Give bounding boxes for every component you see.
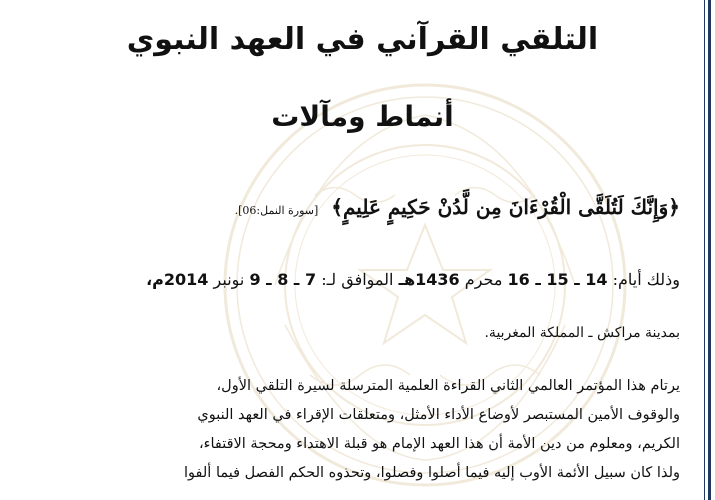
document-content	[40, 0, 685, 500]
city-line: بمدينة مراكش ـ المملكة المغربية.	[484, 325, 680, 341]
page-border-outer	[708, 0, 711, 500]
document-title: التلقي القرآني في العهد النبوي	[126, 22, 599, 57]
hijri-days: 14 ـ 15 ـ 16	[507, 270, 608, 289]
hijri-month: محرم	[464, 270, 503, 289]
paragraph-line: يرتام هذا المؤتمر العالمي الثاني القراءة العلمية المترسلة لسيرة التلقي الأول،	[216, 378, 680, 394]
gregorian-year: 2014م،	[146, 270, 209, 289]
verse-reference: [سورة النمل:06].	[234, 204, 319, 217]
page-border-inner	[704, 0, 705, 500]
verse-text: ﴿وَإِنَّكَ لَتُلَقَّى الْقُرْءَانَ مِن لَّدُنْ حَكِيمٍ عَلِيمٍ﴾	[331, 195, 680, 219]
document-subtitle: أنماط ومآلات	[271, 100, 454, 133]
date-prefix: وذلك أيام:	[612, 270, 680, 289]
paragraph-line: ولذا كان سبيل الأئمة الأوب إليه فيما أصلوا وفصلوا، وتحذوه الحكم الفصل فيما ألفوا	[184, 465, 680, 481]
paragraph-line: والوقوف الأمين المستبصر لأوضاع الأداء الأمثل، ومتعلقات الإقراء في العهد النبوي	[197, 407, 680, 423]
intro-paragraph	[40, 372, 680, 488]
date-connector: الموافق لـ:	[321, 270, 394, 289]
gregorian-month: نونبر	[213, 270, 245, 289]
date-line	[40, 270, 680, 289]
quran-verse	[40, 195, 680, 219]
gregorian-days: 7 ـ 8 ـ 9	[249, 270, 317, 289]
hijri-year: 1436هـ	[398, 270, 460, 289]
paragraph-line: الكريم، ومعلوم من دين الأمة أن هذا العهد الإمام هو قبلة الاهتداء ومحجة الاقتفاء،	[198, 436, 680, 452]
